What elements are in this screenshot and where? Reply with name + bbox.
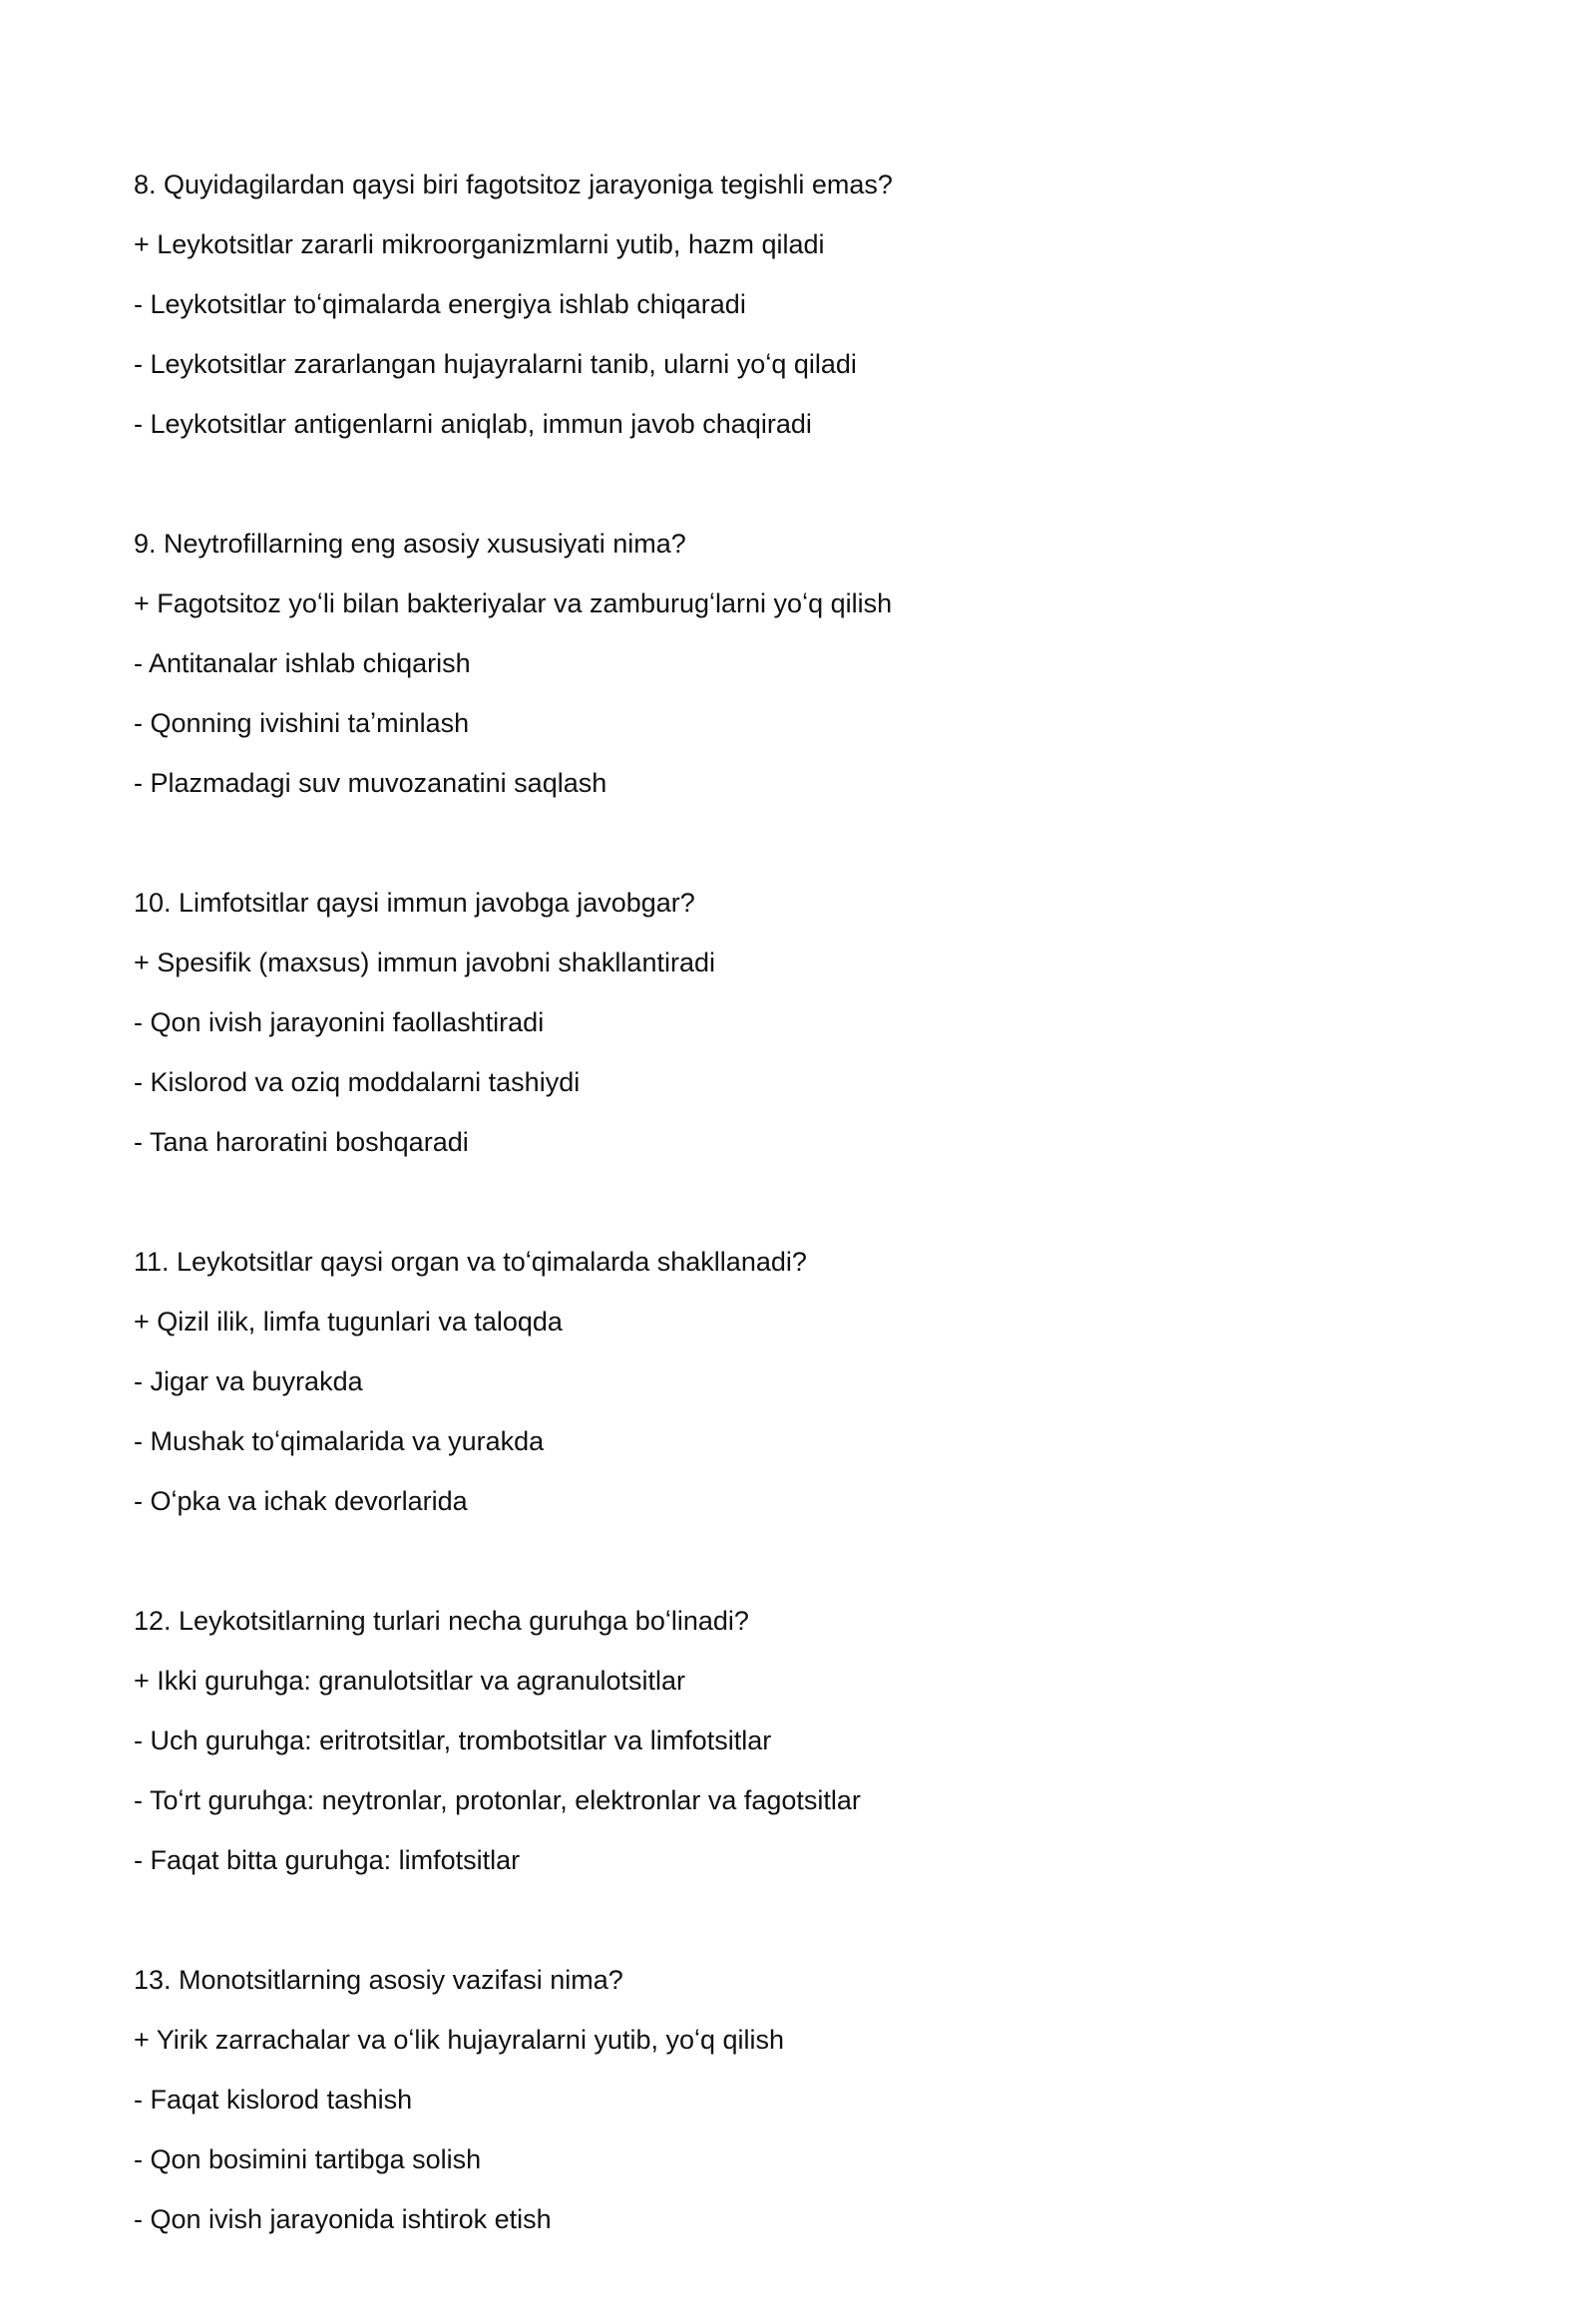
question-text: 9. Neytrofillarning eng asosiy xususiyati nima? — [134, 529, 686, 559]
answer-option: - Leykotsitlar zararlangan hujayralarni tanib, ularni yoʻq qiladi — [134, 349, 857, 379]
answer-option: - Faqat bitta guruhga: limfotsitlar — [134, 1845, 521, 1875]
answer-option: + Ikki guruhga: granulotsitlar va agranulotsitlar — [134, 1666, 686, 1696]
answer-option: - Leykotsitlar toʻqimalarda energiya ishlab chiqaradi — [134, 289, 746, 319]
question-9 — [134, 514, 1490, 813]
answer-option: + Leykotsitlar zararli mikroorganizmlarni yutib, hazm qiladi — [134, 229, 825, 259]
answer-option: - Qon ivish jarayonini faollashtiradi — [134, 1007, 545, 1037]
question-text: 13. Monotsitlarning asosiy vazifasi nima? — [134, 1965, 623, 1995]
answer-option: - Qonning ivishini taʼminlash — [134, 708, 470, 738]
question-10 — [134, 873, 1490, 1172]
answer-option: - Toʻrt guruhga: neytronlar, protonlar, elektronlar va fagotsitlar — [134, 1785, 861, 1815]
answer-option: - Tana haroratini boshqaradi — [134, 1127, 469, 1157]
answer-option: - Qon bosimini tartibga solish — [134, 2144, 482, 2174]
question-text: 12. Leykotsitlarning turlari necha guruhga boʻlinadi? — [134, 1606, 749, 1636]
question-text: 10. Limfotsitlar qaysi immun javobga javobgar? — [134, 888, 695, 918]
answer-option: - Mushak toʻqimalarida va yurakda — [134, 1426, 545, 1456]
question-12 — [134, 1591, 1490, 1890]
answer-option: + Yirik zarrachalar va oʻlik hujayralarni yutib, yoʻq qilish — [134, 2025, 785, 2055]
question-13 — [134, 1950, 1490, 2249]
answer-option: - Oʻpka va ichak devorlarida — [134, 1486, 468, 1516]
document-page — [134, 155, 1490, 2309]
question-11 — [134, 1232, 1490, 1531]
answer-option: - Uch guruhga: eritrotsitlar, trombotsitlar va limfotsitlar — [134, 1726, 772, 1755]
answer-option: - Jigar va buyrakda — [134, 1366, 363, 1396]
answer-option: - Plazmadagi suv muvozanatini saqlash — [134, 768, 607, 798]
answer-option: - Antitanalar ishlab chiqarish — [134, 648, 471, 678]
answer-option: + Qizil ilik, limfa tugunlari va taloqda — [134, 1307, 563, 1337]
answer-option: + Spesifik (maxsus) immun javobni shakllantiradi — [134, 948, 715, 977]
answer-option: - Qon ivish jarayonida ishtirok etish — [134, 2204, 552, 2234]
question-8 — [134, 155, 1490, 454]
answer-option: - Leykotsitlar antigenlarni aniqlab, immun javob chaqiradi — [134, 409, 812, 439]
question-text: 11. Leykotsitlar qaysi organ va toʻqimalarda shakllanadi? — [134, 1247, 807, 1277]
question-text: 8. Quyidagilardan qaysi biri fagotsitoz jarayoniga tegishli emas? — [134, 170, 893, 199]
answer-option: - Faqat kislorod tashish — [134, 2085, 413, 2115]
answer-option: + Fagotsitoz yoʻli bilan bakteriyalar va zamburugʻlarni yoʻq qilish — [134, 588, 893, 618]
answer-option: - Kislorod va oziq moddalarni tashiydi — [134, 1067, 581, 1097]
